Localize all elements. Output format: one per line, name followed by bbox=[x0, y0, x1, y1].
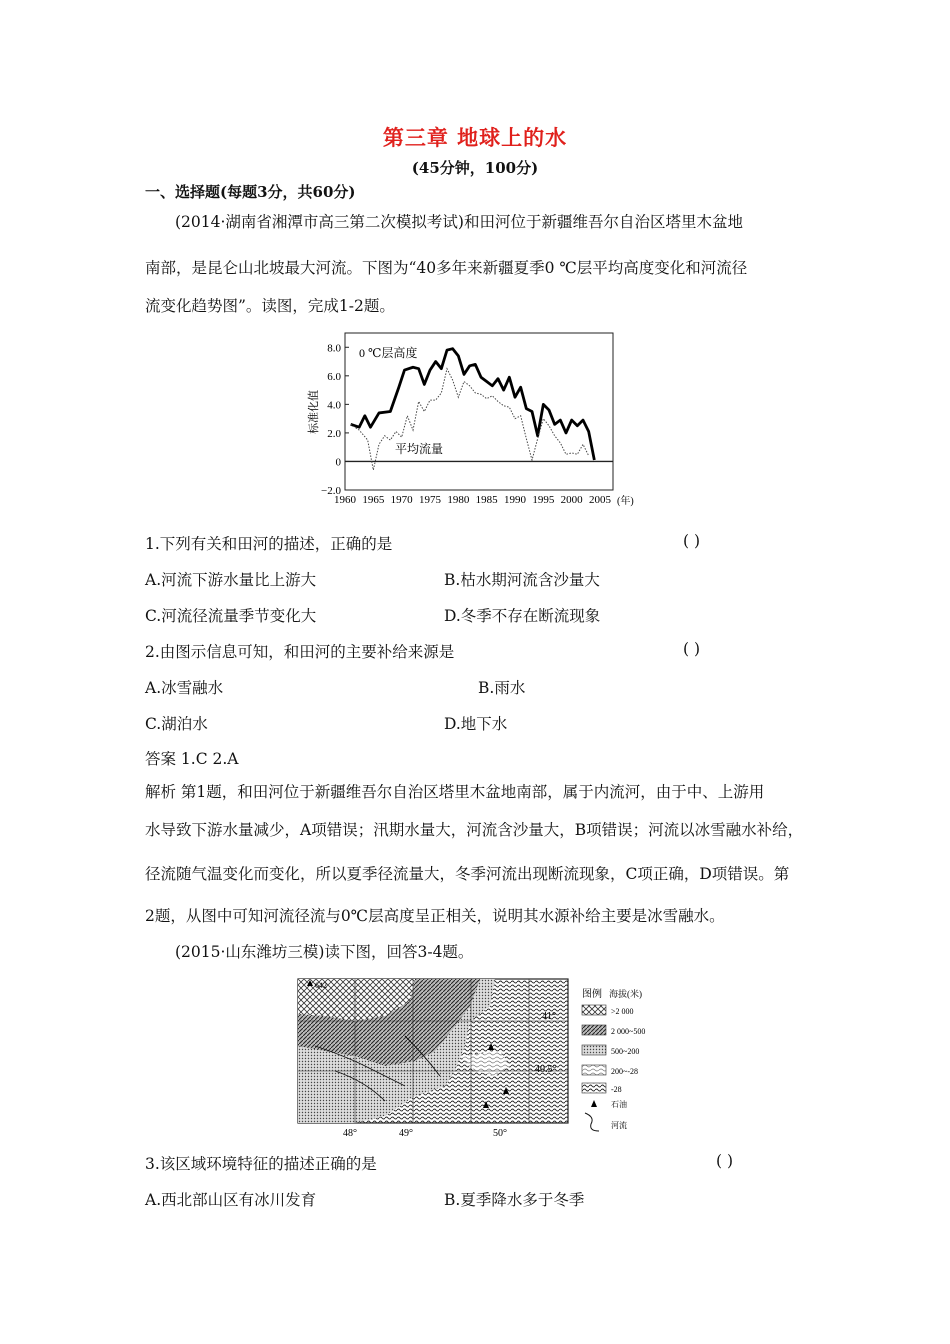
q2-answer-blank: ( ) bbox=[683, 640, 701, 658]
legend-item-1: >2 000 bbox=[611, 1007, 634, 1016]
q1-option-c: C.河流径流量季节变化大 bbox=[145, 607, 317, 625]
x-tick-label: 1990 bbox=[504, 494, 526, 506]
q2-option-b: B.雨水 bbox=[478, 679, 526, 697]
x-tick-label: 1985 bbox=[475, 494, 498, 506]
answer-key: 答案 1.C 2.A bbox=[145, 750, 239, 768]
q2-option-d: D.地下水 bbox=[444, 715, 508, 733]
q3-answer-blank: ( ) bbox=[716, 1152, 734, 1170]
q1-option-b: B.枯水期河流含沙量大 bbox=[444, 571, 600, 589]
intro-line-1: (2014·湖南省湘潭市高三第二次模拟考试)和田河位于新疆维吾尔自治区塔里木盆地 bbox=[175, 213, 743, 231]
legend-item-4: 200~-28 bbox=[611, 1067, 638, 1076]
line-chart bbox=[305, 328, 645, 510]
x-tick-label: 2005 bbox=[589, 494, 611, 506]
intro-line-2: 南部，是昆仑山北坡最大河流。下图为“40多年来新疆夏季0 ℃层平均高度变化和河流径 bbox=[145, 259, 748, 277]
peak-label: 642 bbox=[315, 981, 327, 990]
intro-2: (2015·山东潍坊三模)读下图，回答3-4题。 bbox=[175, 943, 474, 961]
topographic-map bbox=[295, 976, 680, 1142]
q2-stem: 2.由图示信息可知，和田河的主要补给来源是 bbox=[145, 643, 455, 661]
page-title: 第三章 地球上的水 bbox=[382, 125, 568, 150]
legend-item-3: 500~200 bbox=[611, 1047, 640, 1056]
map-legend bbox=[582, 987, 645, 1131]
y-axis-label: 标准化值 bbox=[308, 390, 320, 434]
legend-item-2: 2 000~500 bbox=[611, 1027, 646, 1036]
q1-option-a: A.河流下游水量比上游大 bbox=[145, 571, 317, 589]
legend-item-5: -28 bbox=[611, 1085, 622, 1094]
series-line-0c-height bbox=[351, 349, 595, 460]
x-tick-label: 1965 bbox=[362, 494, 385, 506]
q1-option-d: D.冬季不存在断流现象 bbox=[444, 607, 601, 625]
x-tick-label: 1995 bbox=[532, 494, 555, 506]
y-tick-label: 8.0 bbox=[327, 342, 341, 355]
x-tick-label: 1980 bbox=[447, 494, 470, 506]
page-subtitle: (45分钟，100分) bbox=[411, 159, 539, 177]
q1-stem: 1.下列有关和田河的描述，正确的是 bbox=[145, 535, 393, 553]
section-heading: 一、选择题(每题3分，共60分) bbox=[145, 183, 356, 201]
legend-title: 图例 bbox=[582, 989, 602, 1000]
river-legend-icon bbox=[585, 1113, 599, 1131]
legend-unit: 海拔(米) bbox=[609, 989, 642, 999]
annotation-0c-height: 0 ℃层高度 bbox=[359, 346, 418, 360]
oil-legend-icon bbox=[591, 1100, 597, 1107]
x-tick-label: 1970 bbox=[390, 494, 413, 506]
legend-item-7: 河流 bbox=[611, 1121, 627, 1130]
lon-label-49: 49° bbox=[399, 1128, 413, 1139]
y-tick-label: 4.0 bbox=[327, 399, 341, 412]
y-tick-label: 0 bbox=[335, 456, 341, 469]
y-tick-label: −2.0 bbox=[321, 485, 341, 497]
intro-line-3: 流变化趋势图”。读图，完成1-2题。 bbox=[145, 297, 395, 315]
q3-stem: 3.该区域环境特征的描述正确的是 bbox=[145, 1155, 377, 1173]
q2-option-a: A.冰雪融水 bbox=[145, 679, 224, 697]
lat-label-40-5: 40.5° bbox=[535, 1064, 557, 1075]
y-tick-label: 2.0 bbox=[327, 427, 341, 440]
annotation-avg-flow: 平均流量 bbox=[395, 442, 444, 456]
analysis-line-2: 水导致下游水量减少，A项错误；汛期水量大，河流含沙量大，B项错误；河流以冰雪融水补给， bbox=[145, 821, 804, 839]
x-tick-label: 1975 bbox=[419, 494, 441, 506]
lat-label-41: 41° bbox=[542, 1011, 556, 1022]
analysis-line-4: 2题，从图中可知河流径流与0℃层高度呈正相关，说明其水源补给主要是冰雪融水。 bbox=[145, 907, 725, 925]
analysis-line-1: 解析 第1题，和田河位于新疆维吾尔自治区塔里木盆地南部，属于内流河，由于中、上游用 bbox=[145, 783, 765, 801]
x-axis-unit: (年) bbox=[617, 496, 634, 507]
x-tick-label: 1960 bbox=[334, 494, 356, 506]
q3-option-b: B.夏季降水多于冬季 bbox=[444, 1191, 585, 1209]
x-tick-label: 2000 bbox=[560, 494, 583, 506]
q3-option-a: A.西北部山区有冰川发育 bbox=[145, 1191, 317, 1209]
legend-item-6: 石油 bbox=[611, 1100, 627, 1109]
q1-answer-blank: ( ) bbox=[683, 532, 701, 550]
lon-label-48: 48° bbox=[343, 1128, 357, 1139]
analysis-line-3: 径流随气温变化而变化，所以夏季径流量大，冬季河流出现断流现象，C项正确，D项错误。第 bbox=[145, 865, 790, 883]
y-tick-label: 6.0 bbox=[327, 370, 341, 383]
q2-option-c: C.湖泊水 bbox=[145, 715, 208, 733]
lon-label-50: 50° bbox=[493, 1128, 507, 1139]
